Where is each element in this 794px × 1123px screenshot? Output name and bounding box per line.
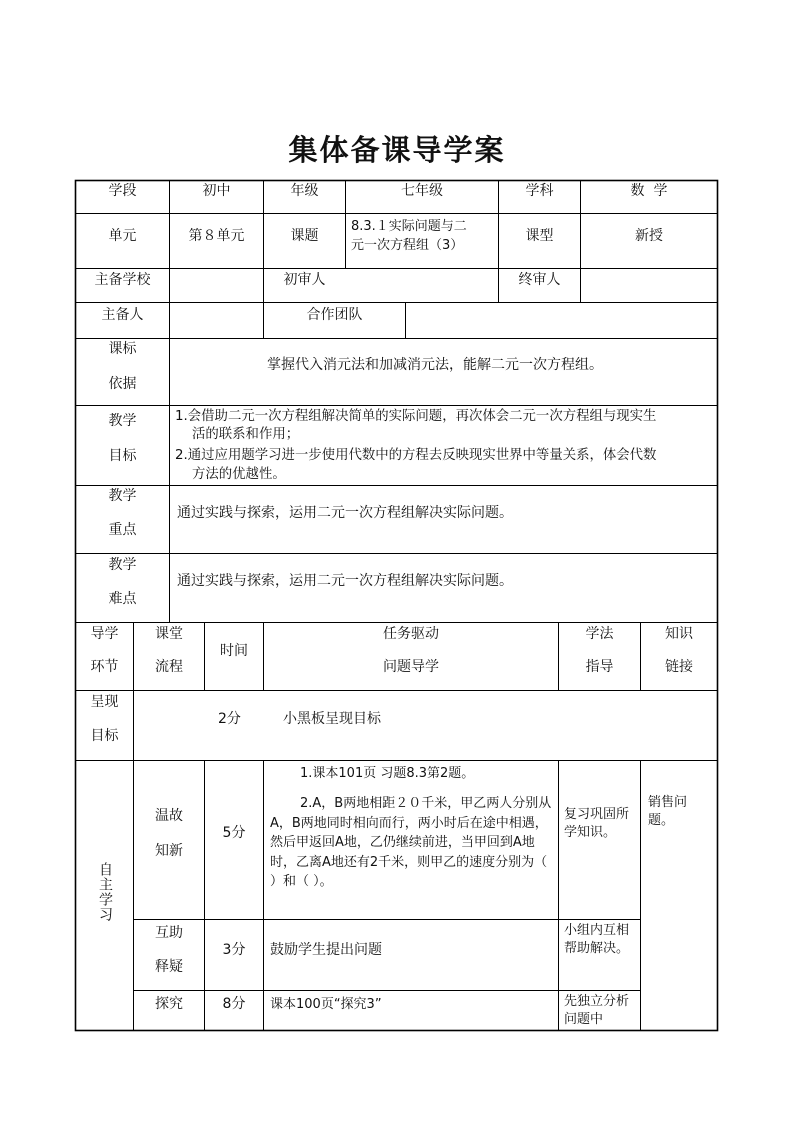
goal-2-line-1: 2.通过应用题学习进一步使用代数中的方程去反映现实世界中等量关系，体会代数 [175,448,657,463]
first-review-label: 初审人 [283,272,326,288]
flow-h2-line-1: 课堂 [155,626,183,642]
type-label: 课型 [525,228,554,244]
review-time: 5分 [222,825,246,841]
subject-value: 数 学 [630,183,668,199]
key-text: 通过实践与探索，运用二元一次方程组解决实际问题。 [177,505,513,521]
stage-value: 初中 [202,183,231,199]
stage-label: 学段 [108,183,137,199]
flow-h3: 时间 [220,643,248,659]
review-label-1: 温故 [155,808,183,824]
basis-label-1: 课标 [108,341,137,357]
goal-1-line-1: 1.会借助二元一次方程组解决简单的实际问题，再次体会二元一次方程组与现实生 [175,409,657,424]
mutual-label-1: 互助 [155,925,183,941]
page-title: 集体备课导学案 [288,133,506,167]
school-label: 主备学校 [94,272,151,288]
type-value: 新授 [635,228,663,244]
subject-label: 学科 [525,183,554,199]
explore-task: 课本100页“探究3” [270,997,382,1012]
goals-label-2: 目标 [108,448,137,464]
flow-h6-line-2: 链接 [665,659,693,675]
review-task-1: 1.课本101页 习题8.3第2题。 [300,766,475,781]
unit-label: 单元 [108,228,137,244]
review-task-2: 2.A，B两地相距２０千米，甲乙两人分别从A，B两地同时相向而行，两小时后在途中相遇，然后甲返回A地，乙仍继续前进，当甲回到A地时，乙离A地还有2千米，则甲乙的速度分别为（ ）和（ ）。 [270,796,552,889]
review-label-2: 知新 [155,843,183,859]
present-label-1: 呈现 [90,694,119,710]
team-label: 合作团队 [306,307,363,323]
flow-h1-line-1: 导学 [90,626,119,642]
preparer-label: 主备人 [101,307,144,323]
key-label-2: 重点 [108,522,137,538]
flow-h1-line-2: 环节 [90,659,119,675]
key-label-1: 教学 [108,488,137,504]
present-time: 2分 [218,711,241,727]
basis-text: 掌握代入消元法和加减消元法，能解二元一次方程组。 [267,357,603,373]
final-review-label: 终审人 [518,272,561,288]
goals-label-1: 教学 [108,413,137,429]
topic-line-2: 元一次方程组（3） [351,238,464,253]
topic-line-1: 8.3.１实际问题与二 [351,219,467,234]
explore-label: 探究 [155,996,183,1012]
diff-label-1: 教学 [108,557,137,573]
grade-label: 年级 [290,183,319,199]
mutual-task: 鼓励学生提出问题 [270,942,382,958]
mutual-time: 3分 [222,942,246,958]
diff-text: 通过实践与探索，运用二元一次方程组解决实际问题。 [177,573,513,589]
review-link: 销售问题。 [648,795,688,828]
flow-h2-line-2: 流程 [155,659,183,675]
basis-label-2: 依据 [108,376,137,392]
present-label-2: 目标 [90,728,119,744]
goal-1-line-2: 活的联系和作用； [192,427,300,442]
present-text: 小黑板呈现目标 [283,711,381,727]
explore-time: 8分 [222,996,246,1012]
flow-h5-line-2: 指导 [585,659,614,675]
review-method: 复习巩固所学知识。 [564,807,630,840]
topic-label: 课题 [290,228,319,244]
mutual-method: 小组内互相帮助解决。 [564,923,630,956]
goal-2-line-2: 方法的优越性。 [192,467,286,482]
grade-value: 七年级 [401,183,443,199]
flow-h6-line-1: 知识 [665,626,693,642]
mutual-label-2: 释疑 [155,959,183,975]
flow-h4-line-2: 问题导学 [383,659,439,675]
flow-h4-line-1: 任务驱动 [383,626,439,642]
flow-h5-line-1: 学法 [585,626,614,642]
unit-value: 第８单元 [188,228,245,244]
explore-method: 先独立分析问题中 [564,994,630,1027]
self-study-label: 自主学习 [97,862,113,922]
diff-label-2: 难点 [108,591,137,607]
